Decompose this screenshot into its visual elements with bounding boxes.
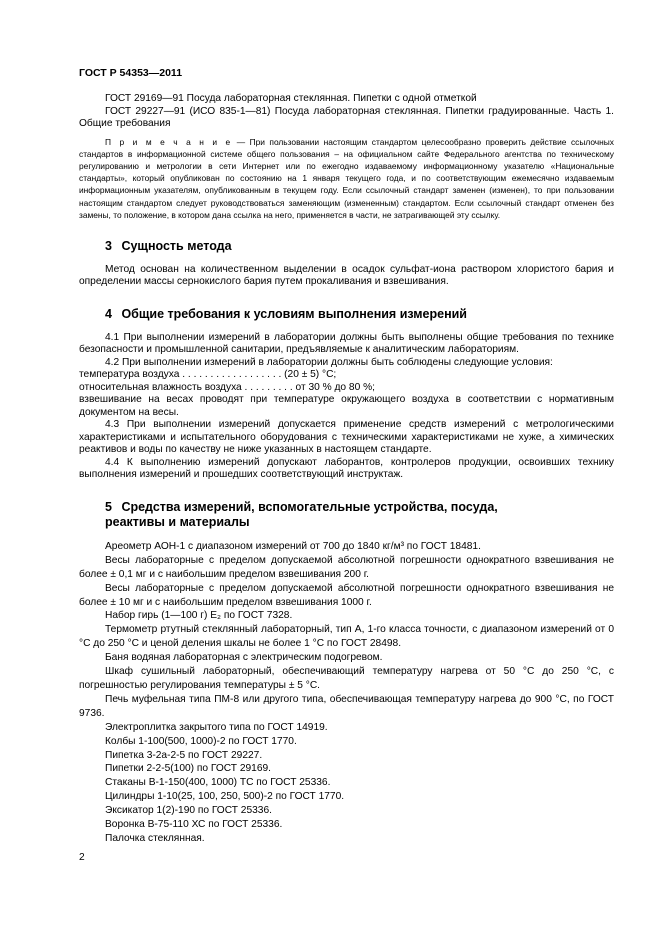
- reference-gost-29169: ГОСТ 29169—91 Посуда лабораторная стеклянная. Пипетки с одной отметкой: [105, 93, 477, 104]
- list-item: Весы лабораторные с пределом допускаемой абсолютной погрешности однократного взвешивания не более ± 10 мг и с наибольшим пределом взвешивания 1000 г.: [79, 582, 614, 608]
- list-item: Электроплитка закрытого типа по ГОСТ 14919.: [105, 721, 328, 733]
- list-item: Термометр ртутный стеклянный лабораторный, тип А, 1-го класса точности, с диапазоном измерений от 0 °С до 250 °С и ценой деления шкалы не более 1 °С по ГОСТ 28498.: [79, 624, 614, 650]
- section-4-heading: [105, 307, 614, 322]
- section-title-line-1: Средства измерений, вспомогательные устройства, посуда,: [121, 499, 498, 514]
- clause-4-3: 4.3 При выполнении измерений допускается применение средств измерений с метрологическими характеристиками и испытательного оборудования с техническими характеристиками не хуже, а химических реактивов и воды по качеству не ниже указанных в настоящем стандарте.: [79, 419, 614, 456]
- list-item: Весы лабораторные с пределом допускаемой абсолютной погрешности однократного взвешивания не более ± 0,1 мг и с наибольшим пределом взвешивания 200 г.: [79, 554, 614, 580]
- section-3-heading: [105, 239, 614, 254]
- list-item: Эксикатор 1(2)-190 по ГОСТ 25336.: [105, 805, 272, 817]
- section-number: 4: [105, 306, 112, 321]
- list-item: Палочка стеклянная.: [105, 832, 205, 844]
- list-item: Шкаф сушильный лабораторный, обеспечивающий температуру нагрева от 50 °С до 250 °С, с погрешностью регулирования температуры ± 5 °С.: [79, 666, 614, 691]
- section-3-text: Метод основан на количественном выделении в осадок сульфат-иона раствором хлористого бария и определении массы сернокислого бария путем прокаливания и взвешивания.: [79, 263, 614, 288]
- list-item: Колбы 1-100(500, 1000)-2 по ГОСТ 1770.: [105, 735, 297, 747]
- note-paragraph: [79, 136, 614, 221]
- page-body: [79, 93, 614, 846]
- condition-humidity: относительная влажность воздуха . . . . . . . . . от 30 % до 80 %;: [79, 381, 375, 393]
- list-item: Ареометр АОН-1 с диапазоном измерений от 700 до 1840 кг/м³ по ГОСТ 18481.: [105, 540, 481, 552]
- condition-weighing: взвешивание на весах проводят при температуре окружающего воздуха в соответствии с нормативным документом на весы.: [79, 394, 614, 418]
- section-5-heading: [105, 500, 614, 530]
- section-title: Общие требования к условиям выполнения измерений: [121, 306, 467, 321]
- section-title-line-2: реактивы и материалы: [105, 514, 250, 529]
- page-number: 2: [79, 852, 85, 863]
- equipment-list: [79, 540, 614, 846]
- section-number: 3: [105, 238, 112, 253]
- running-header: ГОСТ Р 54353—2011: [79, 67, 183, 79]
- list-item: Печь муфельная типа ПМ-8 или другого типа, обеспечивающая температуру нагрева до 900 °С, по ГОСТ 9736.: [79, 693, 614, 719]
- list-item: Набор гирь (1—100 г) Е₂ по ГОСТ 7328.: [105, 610, 293, 622]
- note-text: — При пользовании настоящим стандартом целесообразно проверить действие ссылочных стандартов в информационной системе общего пользования – на официальном сайте Федерального агентства по техническому регулированию и метрологии в сети Интернет или по ежегодно издаваемому информационному указателю «Национальные стандарты», который опубликован по состоянию на 1 января текущего года, и по соответствующим ежемесячно издаваемым информационным указателям, опубликованным в текущем году. Если ссылочный стандарт заменен (изменен), то при пользовании настоящим стандартом следует руководствоваться заменяющим (измененным) стандартом. Если ссылочный стандарт отменен без замены, то положение, в котором дана ссылка на него, применяется в части, не затрагивающей эту ссылку.: [79, 136, 614, 220]
- section-number: 5: [105, 499, 112, 514]
- condition-temperature: температура воздуха . . . . . . . . . . . . . . . . . . (20 ± 5) °С;: [79, 369, 337, 381]
- clause-4-1: 4.1 При выполнении измерений в лаборатории должны быть выполнены общие требования по технике безопасности и промышленной санитарии, предъявляемые к аналитическим лабораториям.: [79, 331, 614, 356]
- list-item: Цилиндры 1-10(25, 100, 250, 500)-2 по ГОСТ 1770.: [105, 791, 345, 803]
- list-item: Пипетки 2-2-5(100) по ГОСТ 29169.: [105, 763, 272, 775]
- section-title: Сущность метода: [121, 238, 232, 253]
- reference-gost-29227: ГОСТ 29227—91 (ИСО 835-1—81) Посуда лабораторная стеклянная. Пипетки градуированные. Часть 1. Общие требования: [79, 105, 614, 129]
- list-item: Баня водяная лабораторная с электрическим подогревом.: [105, 652, 383, 664]
- list-item: Воронка В-75-110 ХС по ГОСТ 25336.: [105, 819, 283, 831]
- note-label: П р и м е ч а н и е: [105, 136, 233, 147]
- clause-4-2: 4.2 При выполнении измерений в лаборатории должны быть соблюдены следующие условия:: [105, 356, 553, 368]
- clause-4-4: 4.4 К выполнению измерений допускают лаборантов, контролеров продукции, освоивших технику выполнения измерений и прошедших соответствующий инструктаж.: [79, 456, 614, 481]
- list-item: Пипетка 3-2а-2-5 по ГОСТ 29227.: [105, 749, 263, 761]
- list-item: Стаканы В-1-150(400, 1000) ТС по ГОСТ 25336.: [105, 777, 331, 789]
